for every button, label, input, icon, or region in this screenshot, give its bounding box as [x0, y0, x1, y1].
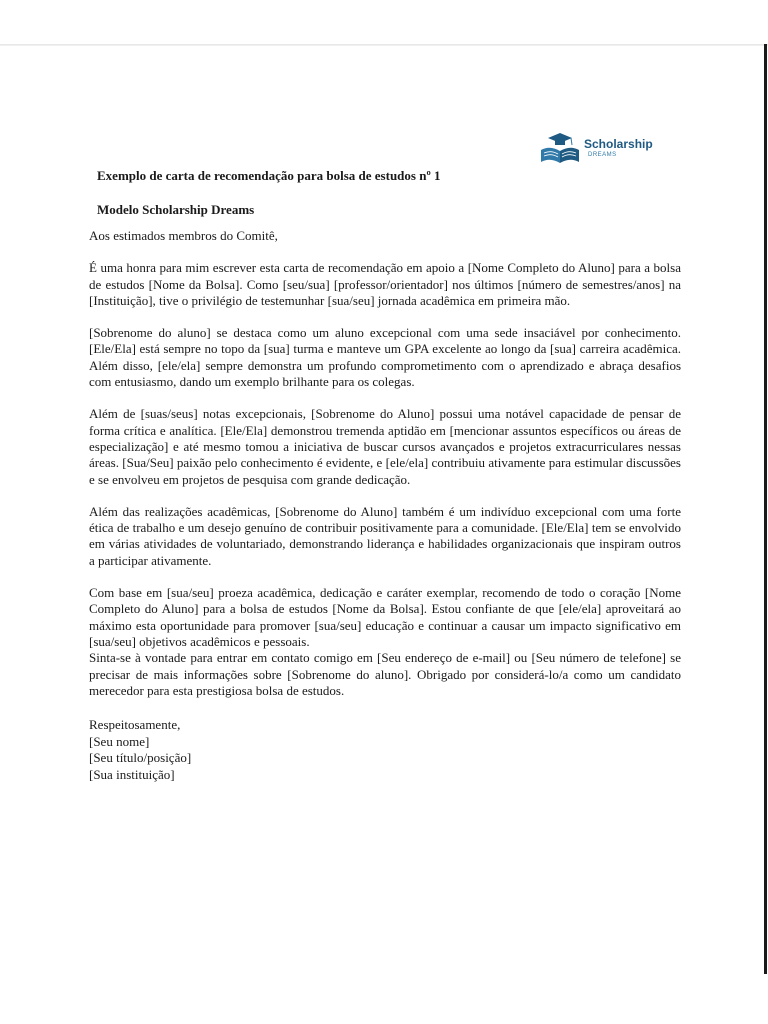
signature-name: [Seu nome] [89, 733, 150, 749]
logo-subtitle: DREAMS [588, 152, 617, 158]
document-title: Exemplo de carta de recomendação para bolsa de estudos nº 1 [97, 168, 441, 183]
paragraph-6: Sinta-se à vontade para entrar em contato comigo em [Seu endereço de e-mail] ou [Seu número de telefone] se precisar de mais informações sobre [Sobrenome do aluno]. Obrigado por considerá-lo/a como um candidato merecedor para esta prestigiosa bolsa de estudos. [89, 650, 681, 698]
paragraph-4: Além das realizações acadêmicas, [Sobrenome do Aluno] também é um indivíduo excepcional com uma forte ética de trabalho e um desejo genuíno de contribuir positivamente para a comunidade. [Ele/Ela] tem se envolvido em várias atividades de voluntariado, demonstrando liderança e habilidades organizacionais que inspiram outros a participar ativamente. [89, 503, 681, 568]
right-edge-line [764, 44, 767, 974]
paragraph-5: Com base em [sua/seu] proeza acadêmica, dedicação e caráter exemplar, recomendo de todo o coração [Nome Completo do Aluno] para a bolsa de estudos [Nome da Bolsa]. Estou confiante de que [ele/ela] aproveitará ao máximo esta oportunidade para promover [sua/seu] educação e continuar a causar um impacto significativo em [sua/seu] objetivos acadêmicos e pessoais. [89, 585, 681, 649]
top-divider [0, 44, 768, 46]
closing: Respeitosamente, [89, 717, 181, 733]
salutation: Aos estimados membros do Comitê, [89, 228, 278, 243]
letter-body [89, 168, 681, 784]
document-subtitle: Modelo Scholarship Dreams [97, 202, 255, 217]
paragraph-1: É uma honra para mim escrever esta carta de recomendação em apoio a [Nome Completo do Aluno] para a bolsa de estudos [Nome da Bolsa]. Como [seu/sua] [professor/orientador] nos últimos [número de semestres/anos] na [Instituição], tive o privilégio de testemunhar [sua/seu] jornada acadêmica em primeira mão. [89, 260, 681, 308]
signature-institution: [Sua instituição] [89, 766, 175, 782]
paragraph-2: [Sobrenome do aluno] se destaca como um aluno excepcional com uma sede insaciável por conhecimento. [Ele/Ela] está sempre no topo da [sua] turma e manteve um GPA excelente ao longo da [sua] carreira acadêmica. Além disso, [ele/ela] sempre demonstra um profundo comprometimento com o aprendizado e abraça desafios com entusiasmo, dando um exemplo brilhante para os colegas. [89, 325, 681, 390]
graduation-book-icon [538, 132, 584, 166]
scholarship-dreams-logo [538, 132, 668, 166]
paragraph-3: Além de [suas/seus] notas excepcionais, [Sobrenome do Aluno] possui uma notável capacidade de pensar de forma crítica e analítica. [Ele/Ela] demonstrou tremenda aptidão em [mencionar assuntos específicos ou áreas de especialização] e até mesmo tomou a iniciativa de buscar cursos avançados e projetos extracurriculares nessas áreas. [Sua/Seu] paixão pelo conhecimento é evidente, e [ele/ela] contribuiu ativamente para estimular discussões e se envolveu em projetos de pesquisa com grande dedicação. [89, 406, 681, 487]
signature-title: [Seu título/posição] [89, 750, 192, 766]
logo-wordmark: Scholarship [584, 137, 653, 151]
